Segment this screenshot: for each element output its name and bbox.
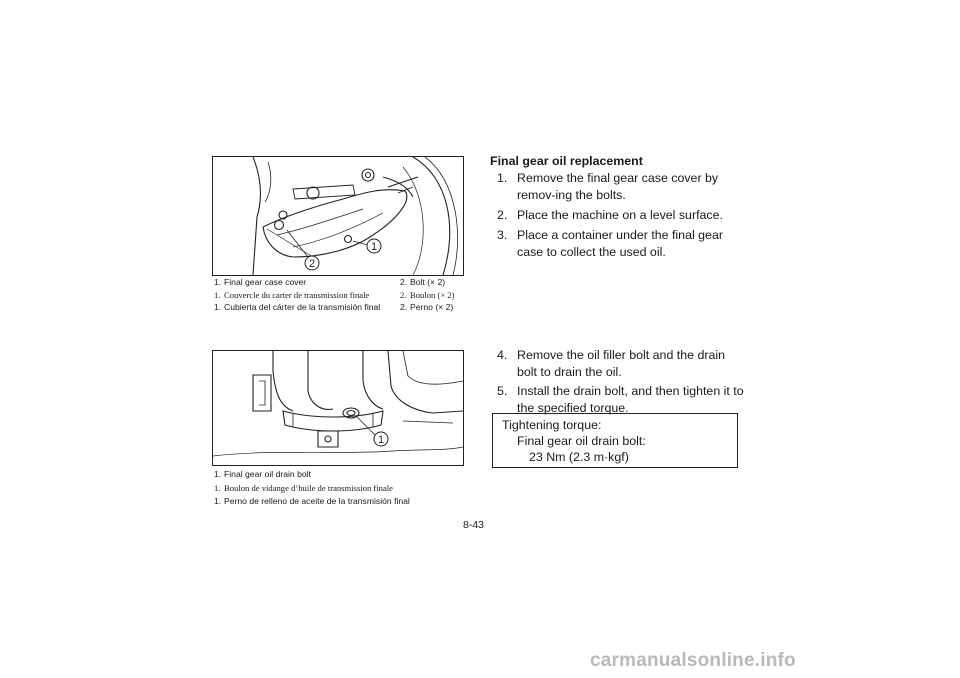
caption-num: 1. <box>214 302 222 312</box>
step-number: 1. <box>497 171 508 185</box>
figure1-caption-en <box>214 276 446 288</box>
step-item <box>497 347 747 380</box>
caption-text: Final gear case cover <box>224 277 307 287</box>
watermark: carmanualsonline.info <box>590 650 796 671</box>
step-text: Remove the oil filler bolt and the drain bolt to drain the oil. <box>517 348 726 379</box>
callout-1 <box>367 239 381 253</box>
figure2-caption-fr <box>214 482 393 494</box>
step-number: 2. <box>497 208 508 222</box>
caption-text: Boulon (× 2) <box>410 290 455 300</box>
page-number: 8-43 <box>463 519 485 531</box>
caption-num: 1. <box>214 290 221 300</box>
caption-num: 1. <box>214 496 222 506</box>
caption-text: Perno (× 2) <box>410 302 454 312</box>
step-item <box>497 383 747 416</box>
torque-item: Final gear oil drain bolt: <box>517 434 646 448</box>
illustration-gear-case <box>213 157 463 275</box>
torque-heading: Tightening torque: <box>502 418 602 432</box>
torque-spec-box <box>492 413 738 468</box>
caption-text: Couvercle du carter de transmission finale <box>224 290 370 300</box>
figure1-caption-es <box>214 301 454 313</box>
caption-num: 1. <box>214 469 222 479</box>
step-number: 3. <box>497 228 508 242</box>
step-text: Install the drain bolt, and then tighten it to the specified torque. <box>517 384 744 415</box>
step-text: Remove the final gear case cover by remov-ing the bolts. <box>517 171 719 202</box>
step-number: 5. <box>497 384 508 398</box>
callout-2 <box>305 256 319 270</box>
caption-num: 1. <box>214 277 222 287</box>
caption-text: Perno de relleno de aceite de la transmisión final <box>224 496 410 506</box>
torque-value: 23 Nm (2.3 m·kgf) <box>529 450 629 464</box>
step-item <box>497 170 747 203</box>
svg-text:1: 1 <box>377 434 385 446</box>
svg-text:1: 1 <box>370 241 378 253</box>
svg-text:2: 2 <box>308 258 316 270</box>
caption-num: 2. <box>400 277 408 287</box>
step-item <box>497 227 747 260</box>
caption-text: Boulon de vidange d’huile de transmission finale <box>224 483 393 493</box>
figure-drain-bolt <box>212 350 464 466</box>
caption-text: Final gear oil drain bolt <box>224 469 311 479</box>
illustration-drain-bolt <box>213 351 463 465</box>
step-text: Place the machine on a level surface. <box>517 208 723 222</box>
callout-1 <box>374 432 388 446</box>
caption-text: Cubierta del cárter de la transmisión final <box>224 302 381 312</box>
section-title: Final gear oil replacement <box>490 154 643 168</box>
caption-num: 2. <box>400 290 407 300</box>
figure2-caption-es <box>214 495 410 507</box>
figure1-caption-fr <box>214 289 455 301</box>
figure2-caption-en <box>214 468 311 480</box>
step-item <box>497 207 747 224</box>
figure-final-gear-case-cover <box>212 156 464 276</box>
step-number: 4. <box>497 348 508 362</box>
caption-text: Bolt (× 2) <box>410 277 446 287</box>
step-text: Place a container under the final gear case to collect the used oil. <box>517 228 723 259</box>
caption-num: 1. <box>214 483 221 493</box>
caption-num: 2. <box>400 302 408 312</box>
